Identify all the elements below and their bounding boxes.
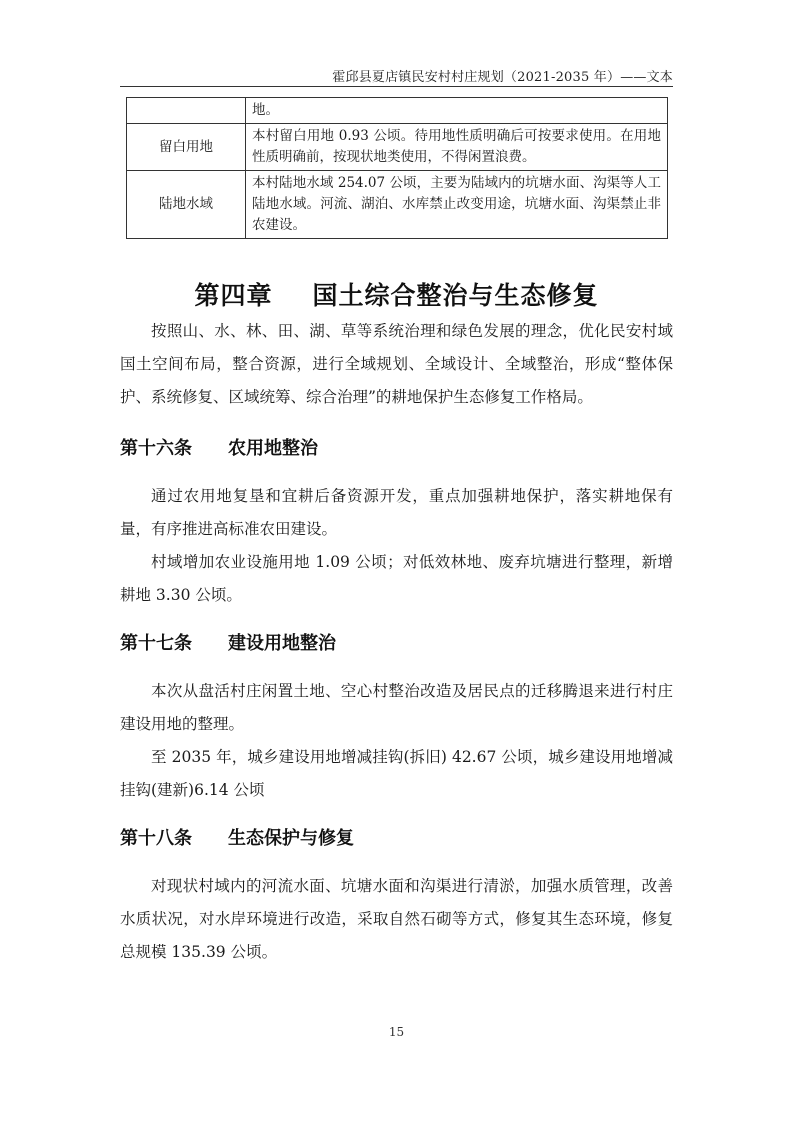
article-paragraph: 村域增加农业设施用地 1.09 公顷；对低效林地、废弃坑塘进行整理，新增耕地 3.30 公顷。 — [120, 553, 673, 604]
chapter-title — [0, 276, 793, 312]
table-row — [127, 171, 668, 239]
chapter-number: 第四章 — [194, 281, 273, 310]
header-rule — [120, 86, 673, 87]
table-cell-description: 本村陆地水域 254.07 公顷，主要为陆域内的坑塘水面、沟渠等人工陆地水域。河流、湖泊、水库禁止改变用途，坑塘水面、沟渠禁止非农建设。 — [246, 171, 668, 239]
article-name: 农用地整治 — [228, 438, 318, 459]
article-number: 第十八条 — [120, 828, 192, 849]
chapter-name: 国土综合整治与生态修复 — [312, 281, 599, 310]
table-row — [127, 124, 668, 171]
article-name: 建设用地整治 — [228, 633, 336, 654]
article-number: 第十七条 — [120, 633, 192, 654]
article-paragraph: 本次从盘活村庄闲置土地、空心村整治改造及居民点的迁移腾退来进行村庄建设用地的整理。 — [120, 682, 673, 733]
table-cell-name: 留白用地 — [127, 124, 246, 171]
land-use-table — [126, 97, 668, 239]
table-cell-name: 陆地水域 — [127, 171, 246, 239]
header-title: 霍邱县夏店镇民安村村庄规划（2021-2035 年）——文本 — [332, 70, 673, 85]
table-row — [127, 98, 668, 124]
table-cell-name — [127, 98, 246, 124]
table-cell-description: 地。 — [246, 98, 668, 124]
article-paragraph: 对现状村域内的河流水面、坑塘水面和沟渠进行清淤，加强水质管理，改善水质状况，对水岸环境进行改造，采取自然石砌等方式，修复其生态环境，修复总规模 135.39 公顷。 — [120, 877, 673, 961]
article-paragraph: 通过农用地复垦和宜耕后备资源开发，重点加强耕地保护，落实耕地保有量，有序推进高标准农田建设。 — [120, 487, 673, 538]
article-heading — [120, 824, 354, 850]
article-name: 生态保护与修复 — [228, 828, 354, 849]
article-heading — [120, 629, 336, 655]
page-number: 15 — [388, 1025, 405, 1039]
article-number: 第十六条 — [120, 438, 192, 459]
table-cell-description: 本村留白用地 0.93 公顷。待用地性质明确后可按要求使用。在用地性质明确前，按现状地类使用，不得闲置浪费。 — [246, 124, 668, 171]
chapter-intro: 按照山、水、林、田、湖、草等系统治理和绿色发展的理念，优化民安村域国土空间布局，整合资源，进行全域规划、全域设计、全域整治，形成“整体保护、系统修复、区域统筹、综合治理”的耕地保护生态修复工作格局。 — [120, 322, 673, 406]
article-heading — [120, 434, 318, 460]
article-paragraph: 至 2035 年，城乡建设用地增减挂钩(拆旧) 42.67 公顷，城乡建设用地增减挂钩(建新)6.14 公顷 — [120, 748, 673, 799]
